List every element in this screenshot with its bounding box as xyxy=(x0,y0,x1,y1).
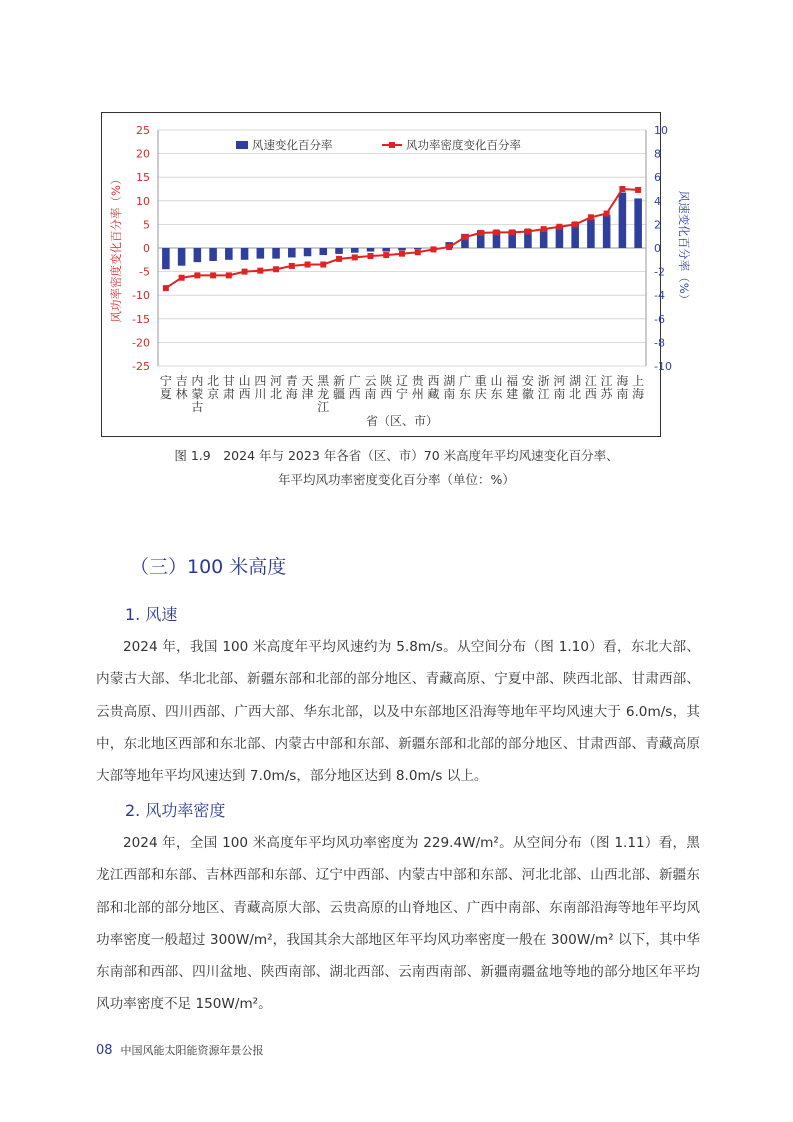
line-point xyxy=(368,253,374,259)
bar xyxy=(619,193,627,248)
x-tick-label: 黑 xyxy=(317,374,330,388)
x-tick-label: 江 xyxy=(537,387,550,401)
x-tick-label: 福 xyxy=(506,374,519,388)
x-tick-label: 山 xyxy=(238,374,251,388)
y-right-tick-label: -10 xyxy=(654,360,672,373)
line-point xyxy=(179,275,185,281)
x-tick-label: 苏 xyxy=(600,387,613,401)
line-point xyxy=(226,272,232,278)
bar xyxy=(587,219,595,249)
bar xyxy=(382,248,390,252)
bar xyxy=(367,248,375,252)
line-point xyxy=(525,228,531,234)
x-tick-label: 蒙 xyxy=(191,387,204,401)
y-right-tick-label: 10 xyxy=(654,124,668,137)
line-point xyxy=(619,186,625,192)
line-point xyxy=(446,244,452,250)
x-tick-label: 西 xyxy=(584,387,597,401)
x-tick-label: 重 xyxy=(474,374,487,388)
bar xyxy=(241,248,249,260)
x-tick-label: 夏 xyxy=(159,387,172,401)
x-tick-label: 北 xyxy=(569,387,582,401)
x-tick-label: 四 xyxy=(254,374,267,388)
x-tick-label: 徽 xyxy=(521,387,534,401)
x-tick-label: 江 xyxy=(600,374,613,388)
x-tick-label: 吉 xyxy=(175,374,188,388)
line-point xyxy=(604,211,610,217)
x-tick-label: 西 xyxy=(427,374,440,388)
x-tick-label: 京 xyxy=(207,387,220,401)
x-tick-label: 河 xyxy=(553,374,566,388)
y-left-tick-label: -5 xyxy=(139,265,150,279)
line-point xyxy=(352,254,358,260)
page-number: 08 xyxy=(96,1043,113,1058)
x-tick-label: 庆 xyxy=(474,387,487,401)
y-left-tick-label: 20 xyxy=(136,147,150,161)
bar xyxy=(603,215,611,248)
line-point xyxy=(289,263,295,269)
x-tick-label: 辽 xyxy=(395,374,409,388)
x-tick-label: 南 xyxy=(616,387,629,401)
x-tick-label: 西 xyxy=(380,387,393,401)
bar xyxy=(225,248,233,260)
subsection-title-wind-power-density: 2. 风功率密度 xyxy=(125,801,226,820)
x-tick-label: 西 xyxy=(238,387,251,401)
x-tick-label: 上 xyxy=(632,374,645,388)
x-tick-label: 北 xyxy=(270,387,283,401)
line-point xyxy=(336,256,342,262)
figure-frame xyxy=(101,112,691,437)
line-point xyxy=(194,272,200,278)
x-tick-label: 云 xyxy=(364,374,377,388)
x-tick-label: 湖 xyxy=(443,374,456,388)
line-point xyxy=(541,226,547,232)
x-tick-label: 南 xyxy=(364,387,377,401)
x-tick-label: 宁 xyxy=(395,387,409,401)
y-right-tick-label: 8 xyxy=(654,147,661,161)
x-tick-label: 宁 xyxy=(159,374,172,388)
y-right-tick-label: -8 xyxy=(654,336,665,350)
y-left-tick-label: -10 xyxy=(132,289,150,303)
x-tick-label: 龙 xyxy=(317,387,330,401)
x-tick-label: 广 xyxy=(348,374,361,388)
figure-caption-line2: 年平均风功率密度变化百分率（单位：%） xyxy=(278,472,515,487)
x-tick-label: 江 xyxy=(317,400,330,414)
y-right-tick-label: 2 xyxy=(654,218,661,232)
bar xyxy=(209,248,217,261)
line-point xyxy=(273,266,279,272)
line-point xyxy=(509,229,515,235)
section-title: （三）100 米高度 xyxy=(130,556,287,578)
x-tick-label: 肃 xyxy=(222,387,235,401)
y-left-tick-label: 15 xyxy=(136,171,150,185)
line-point xyxy=(478,230,484,236)
bar xyxy=(162,248,170,269)
line-point xyxy=(320,262,326,268)
y-right-tick-label: 4 xyxy=(654,194,661,208)
line-point xyxy=(415,249,421,255)
x-tick-label: 川 xyxy=(254,387,267,401)
x-tick-label: 东 xyxy=(490,387,503,401)
line-point xyxy=(305,262,311,268)
bar xyxy=(288,248,296,257)
line-point xyxy=(383,252,389,258)
x-tick-label: 贵 xyxy=(411,374,424,388)
x-tick-label: 甘 xyxy=(222,374,235,388)
legend-label-wind-speed: 风速变化百分率 xyxy=(252,138,333,152)
bar xyxy=(320,248,328,255)
paragraph-wind-speed xyxy=(96,631,700,792)
line-point xyxy=(430,246,436,252)
line-point xyxy=(588,214,594,220)
x-tick-label: 河 xyxy=(270,374,283,388)
x-tick-label: 湖 xyxy=(569,374,582,388)
y-left-tick-label: -20 xyxy=(132,336,150,350)
x-tick-label: 古 xyxy=(191,400,204,414)
y-right-tick-label: -2 xyxy=(654,265,665,279)
bar xyxy=(351,248,359,253)
line-point xyxy=(635,187,641,193)
line-point xyxy=(257,268,263,274)
bar xyxy=(194,248,202,262)
x-tick-label: 建 xyxy=(506,387,519,401)
x-tick-label: 江 xyxy=(584,374,597,388)
x-tick-label: 海 xyxy=(632,387,645,401)
y-left-tick-label: 5 xyxy=(143,218,150,232)
publication-title: 中国风能太阳能资源年景公报 xyxy=(120,1044,264,1057)
legend-marker-power-density xyxy=(389,142,395,148)
line-point xyxy=(462,234,468,240)
x-tick-label: 林 xyxy=(175,387,188,401)
x-tick-label: 安 xyxy=(521,374,534,388)
line-point xyxy=(572,221,578,227)
bar xyxy=(178,248,186,266)
bar xyxy=(398,248,406,250)
x-tick-label: 津 xyxy=(301,387,314,401)
x-tick-label: 山 xyxy=(490,374,503,388)
y-left-tick-label: 25 xyxy=(136,124,150,137)
line-point xyxy=(163,285,169,291)
legend-label-power-density: 风功率密度变化百分率 xyxy=(406,138,521,152)
paragraph-wind-power-density-text: 2024 年，全国 100 米高度年平均风功率密度为 229.4W/m²。从空间分布（图 1.11）看，黑龙江西部和东部、吉林西部和东部、辽宁中西部、内蒙古中部和东部、河北北部、山西北部、新疆东部和北部的部分地区、青藏高原大部、云贵高原的山脊地区、广西中南部、东南部沿海等地年平均风功率密度一般超过 300W/m²，我国其余大部地区年平均风功率密度一般在 300W/m² 以下，其中华东南部和西部、四川盆地、陕西南部、湖北西部、云南西南部、新疆南疆盆地等地的部分地区年平均风功率密度不足 150W/m²。 xyxy=(96,835,700,1013)
line-point xyxy=(493,229,499,235)
y-right-tick-label: -6 xyxy=(654,312,665,326)
x-tick-label: 浙 xyxy=(537,374,550,388)
paragraph-wind-speed-text: 2024 年，我国 100 米高度年平均风速约为 5.8m/s。从空间分布（图 1.10）看，东北大部、内蒙古大部、华北北部、新疆东部和北部的部分地区、青藏高原、宁夏中部、陕西北部、甘肃西部、云贵高原、四川西部、广西大部、华东北部，以及中东部地区沿海等地年平均风速大于 6.0m/s，其中，东北地区西部和东北部、内蒙古中部和东部、新疆东部和北部的部分地区、甘肃西部、青藏高原大部等地年平均风速达到 7.0m/s，部分地区达到 8.0m/s 以上。 xyxy=(96,639,700,785)
bar xyxy=(414,248,422,249)
bar xyxy=(335,248,343,254)
line-point xyxy=(556,224,562,230)
bar xyxy=(634,198,642,248)
legend-swatch-wind-speed xyxy=(236,141,248,149)
figure-caption-line1: 图 1.9 2024 年与 2023 年各省（区、市）70 米高度年平均风速变化百分率、 xyxy=(174,448,619,463)
x-tick-label: 藏 xyxy=(427,387,440,401)
x-tick-label: 陕 xyxy=(380,374,393,388)
x-tick-label: 州 xyxy=(411,387,424,401)
bar xyxy=(257,248,265,259)
line-point xyxy=(399,251,405,257)
x-tick-label: 广 xyxy=(458,374,471,388)
y-left-tick-label: 10 xyxy=(136,194,150,208)
x-tick-label: 青 xyxy=(285,374,298,388)
y-left-tick-label: -25 xyxy=(132,360,150,373)
series-line xyxy=(166,189,638,288)
x-tick-label: 西 xyxy=(348,387,361,401)
y-right-axis-label: 风速变化百分率（%） xyxy=(677,190,691,306)
page-footer xyxy=(96,1042,264,1058)
x-tick-label: 南 xyxy=(553,387,566,401)
bar xyxy=(304,248,312,256)
line-point xyxy=(242,269,248,275)
line-point xyxy=(210,272,216,278)
wind-change-chart xyxy=(102,113,691,436)
x-tick-label: 海 xyxy=(285,387,298,401)
x-tick-label: 疆 xyxy=(333,387,346,401)
paragraph-wind-power-density xyxy=(96,827,700,1021)
x-axis-label: 省（区、市） xyxy=(365,414,439,428)
y-left-axis-label: 风功率密度变化百分率（%） xyxy=(109,173,123,323)
bar xyxy=(272,248,280,259)
x-tick-label: 新 xyxy=(333,374,346,388)
y-left-tick-label: 0 xyxy=(143,242,150,255)
x-tick-label: 内 xyxy=(191,374,204,388)
x-tick-label: 天 xyxy=(301,374,314,388)
subsection-title-wind-speed: 1. 风速 xyxy=(125,605,178,624)
y-right-tick-label: -4 xyxy=(654,289,665,303)
x-tick-label: 北 xyxy=(207,374,220,388)
y-right-tick-label: 0 xyxy=(654,242,661,255)
y-left-tick-label: -15 xyxy=(132,312,150,326)
y-right-tick-label: 6 xyxy=(654,171,661,185)
x-tick-label: 东 xyxy=(458,387,471,401)
x-tick-label: 海 xyxy=(616,374,629,388)
x-tick-label: 南 xyxy=(443,387,456,401)
